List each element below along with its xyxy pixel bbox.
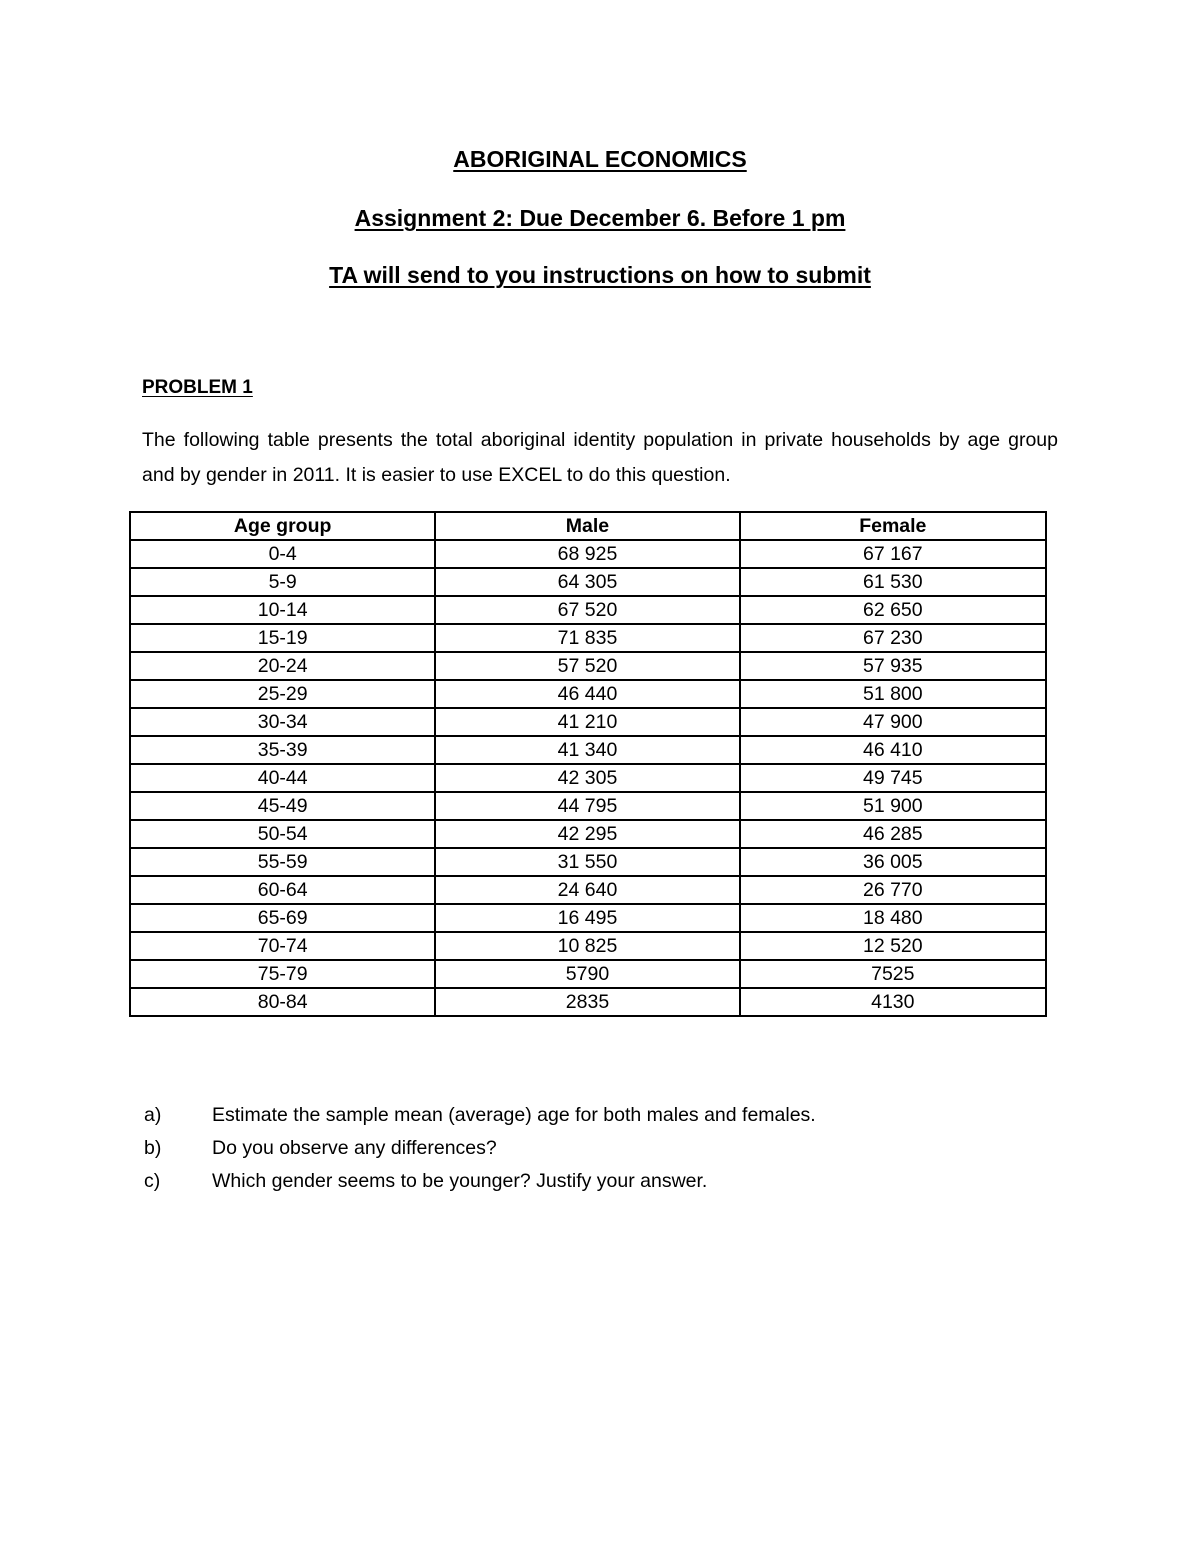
cell-male: 68 925 [435,540,739,568]
cell-age-group: 20-24 [130,652,435,680]
submission-note: TA will send to you instructions on how to submit [329,262,871,288]
table-row [130,680,1046,708]
cell-male: 2835 [435,988,739,1016]
cell-age-group: 55-59 [130,848,435,876]
cell-age-group: 80-84 [130,988,435,1016]
header-male: Male [435,512,739,540]
cell-male: 42 305 [435,764,739,792]
cell-age-group: 10-14 [130,596,435,624]
table-row [130,708,1046,736]
cell-male: 16 495 [435,904,739,932]
table-row [130,932,1046,960]
cell-male: 57 520 [435,652,739,680]
cell-age-group: 40-44 [130,764,435,792]
table-row [130,540,1046,568]
cell-age-group: 45-49 [130,792,435,820]
table-row [130,960,1046,988]
cell-age-group: 75-79 [130,960,435,988]
cell-male: 71 835 [435,624,739,652]
table-row [130,820,1046,848]
question-letter: c) [144,1170,161,1192]
table-row [130,904,1046,932]
question-item [144,1100,816,1133]
cell-age-group: 30-34 [130,708,435,736]
cell-female: 7525 [740,960,1046,988]
cell-female: 36 005 [740,848,1046,876]
cell-female: 67 230 [740,624,1046,652]
assignment-due-line: Assignment 2: Due December 6. Before 1 pm [354,205,846,231]
document-title: ABORIGINAL ECONOMICS [453,146,747,172]
cell-age-group: 0-4 [130,540,435,568]
cell-male: 24 640 [435,876,739,904]
cell-female: 18 480 [740,904,1046,932]
cell-female: 47 900 [740,708,1046,736]
problem-label: PROBLEM 1 [142,377,253,398]
header-age-group: Age group [130,512,435,540]
cell-male: 41 210 [435,708,739,736]
cell-female: 12 520 [740,932,1046,960]
cell-female: 67 167 [740,540,1046,568]
cell-male: 44 795 [435,792,739,820]
cell-age-group: 50-54 [130,820,435,848]
cell-male: 31 550 [435,848,739,876]
cell-age-group: 5-9 [130,568,435,596]
table-body [130,540,1046,1016]
table-header-row [130,512,1046,540]
table-row [130,568,1046,596]
question-letter: b) [144,1137,162,1159]
cell-female: 51 800 [740,680,1046,708]
cell-age-group: 65-69 [130,904,435,932]
cell-age-group: 15-19 [130,624,435,652]
cell-male: 10 825 [435,932,739,960]
cell-male: 46 440 [435,680,739,708]
cell-male: 67 520 [435,596,739,624]
population-table [129,511,1047,1017]
cell-female: 62 650 [740,596,1046,624]
cell-female: 46 410 [740,736,1046,764]
cell-female: 4130 [740,988,1046,1016]
table-row [130,848,1046,876]
header-female: Female [740,512,1046,540]
problem-intro: The following table presents the total aboriginal identity population in private households by age group and by gender in 2011. It is easier to use EXCEL to do this question. [142,429,1058,486]
cell-male: 42 295 [435,820,739,848]
question-item [144,1133,816,1166]
cell-female: 46 285 [740,820,1046,848]
cell-male: 41 340 [435,736,739,764]
cell-age-group: 35-39 [130,736,435,764]
table-row [130,624,1046,652]
cell-male: 5790 [435,960,739,988]
table-row [130,596,1046,624]
cell-age-group: 70-74 [130,932,435,960]
cell-female: 57 935 [740,652,1046,680]
question-text: Which gender seems to be younger? Justify your answer. [212,1170,708,1192]
table-row [130,652,1046,680]
table-row [130,764,1046,792]
question-text: Estimate the sample mean (average) age for both males and females. [212,1104,816,1126]
question-item [144,1166,816,1199]
cell-age-group: 60-64 [130,876,435,904]
question-list [144,1100,816,1199]
cell-female: 26 770 [740,876,1046,904]
table-row [130,792,1046,820]
cell-male: 64 305 [435,568,739,596]
cell-female: 49 745 [740,764,1046,792]
table-row [130,876,1046,904]
cell-age-group: 25-29 [130,680,435,708]
table-row [130,736,1046,764]
table-row [130,988,1046,1016]
cell-female: 61 530 [740,568,1046,596]
cell-female: 51 900 [740,792,1046,820]
question-text: Do you observe any differences? [212,1137,497,1159]
question-letter: a) [144,1104,162,1126]
